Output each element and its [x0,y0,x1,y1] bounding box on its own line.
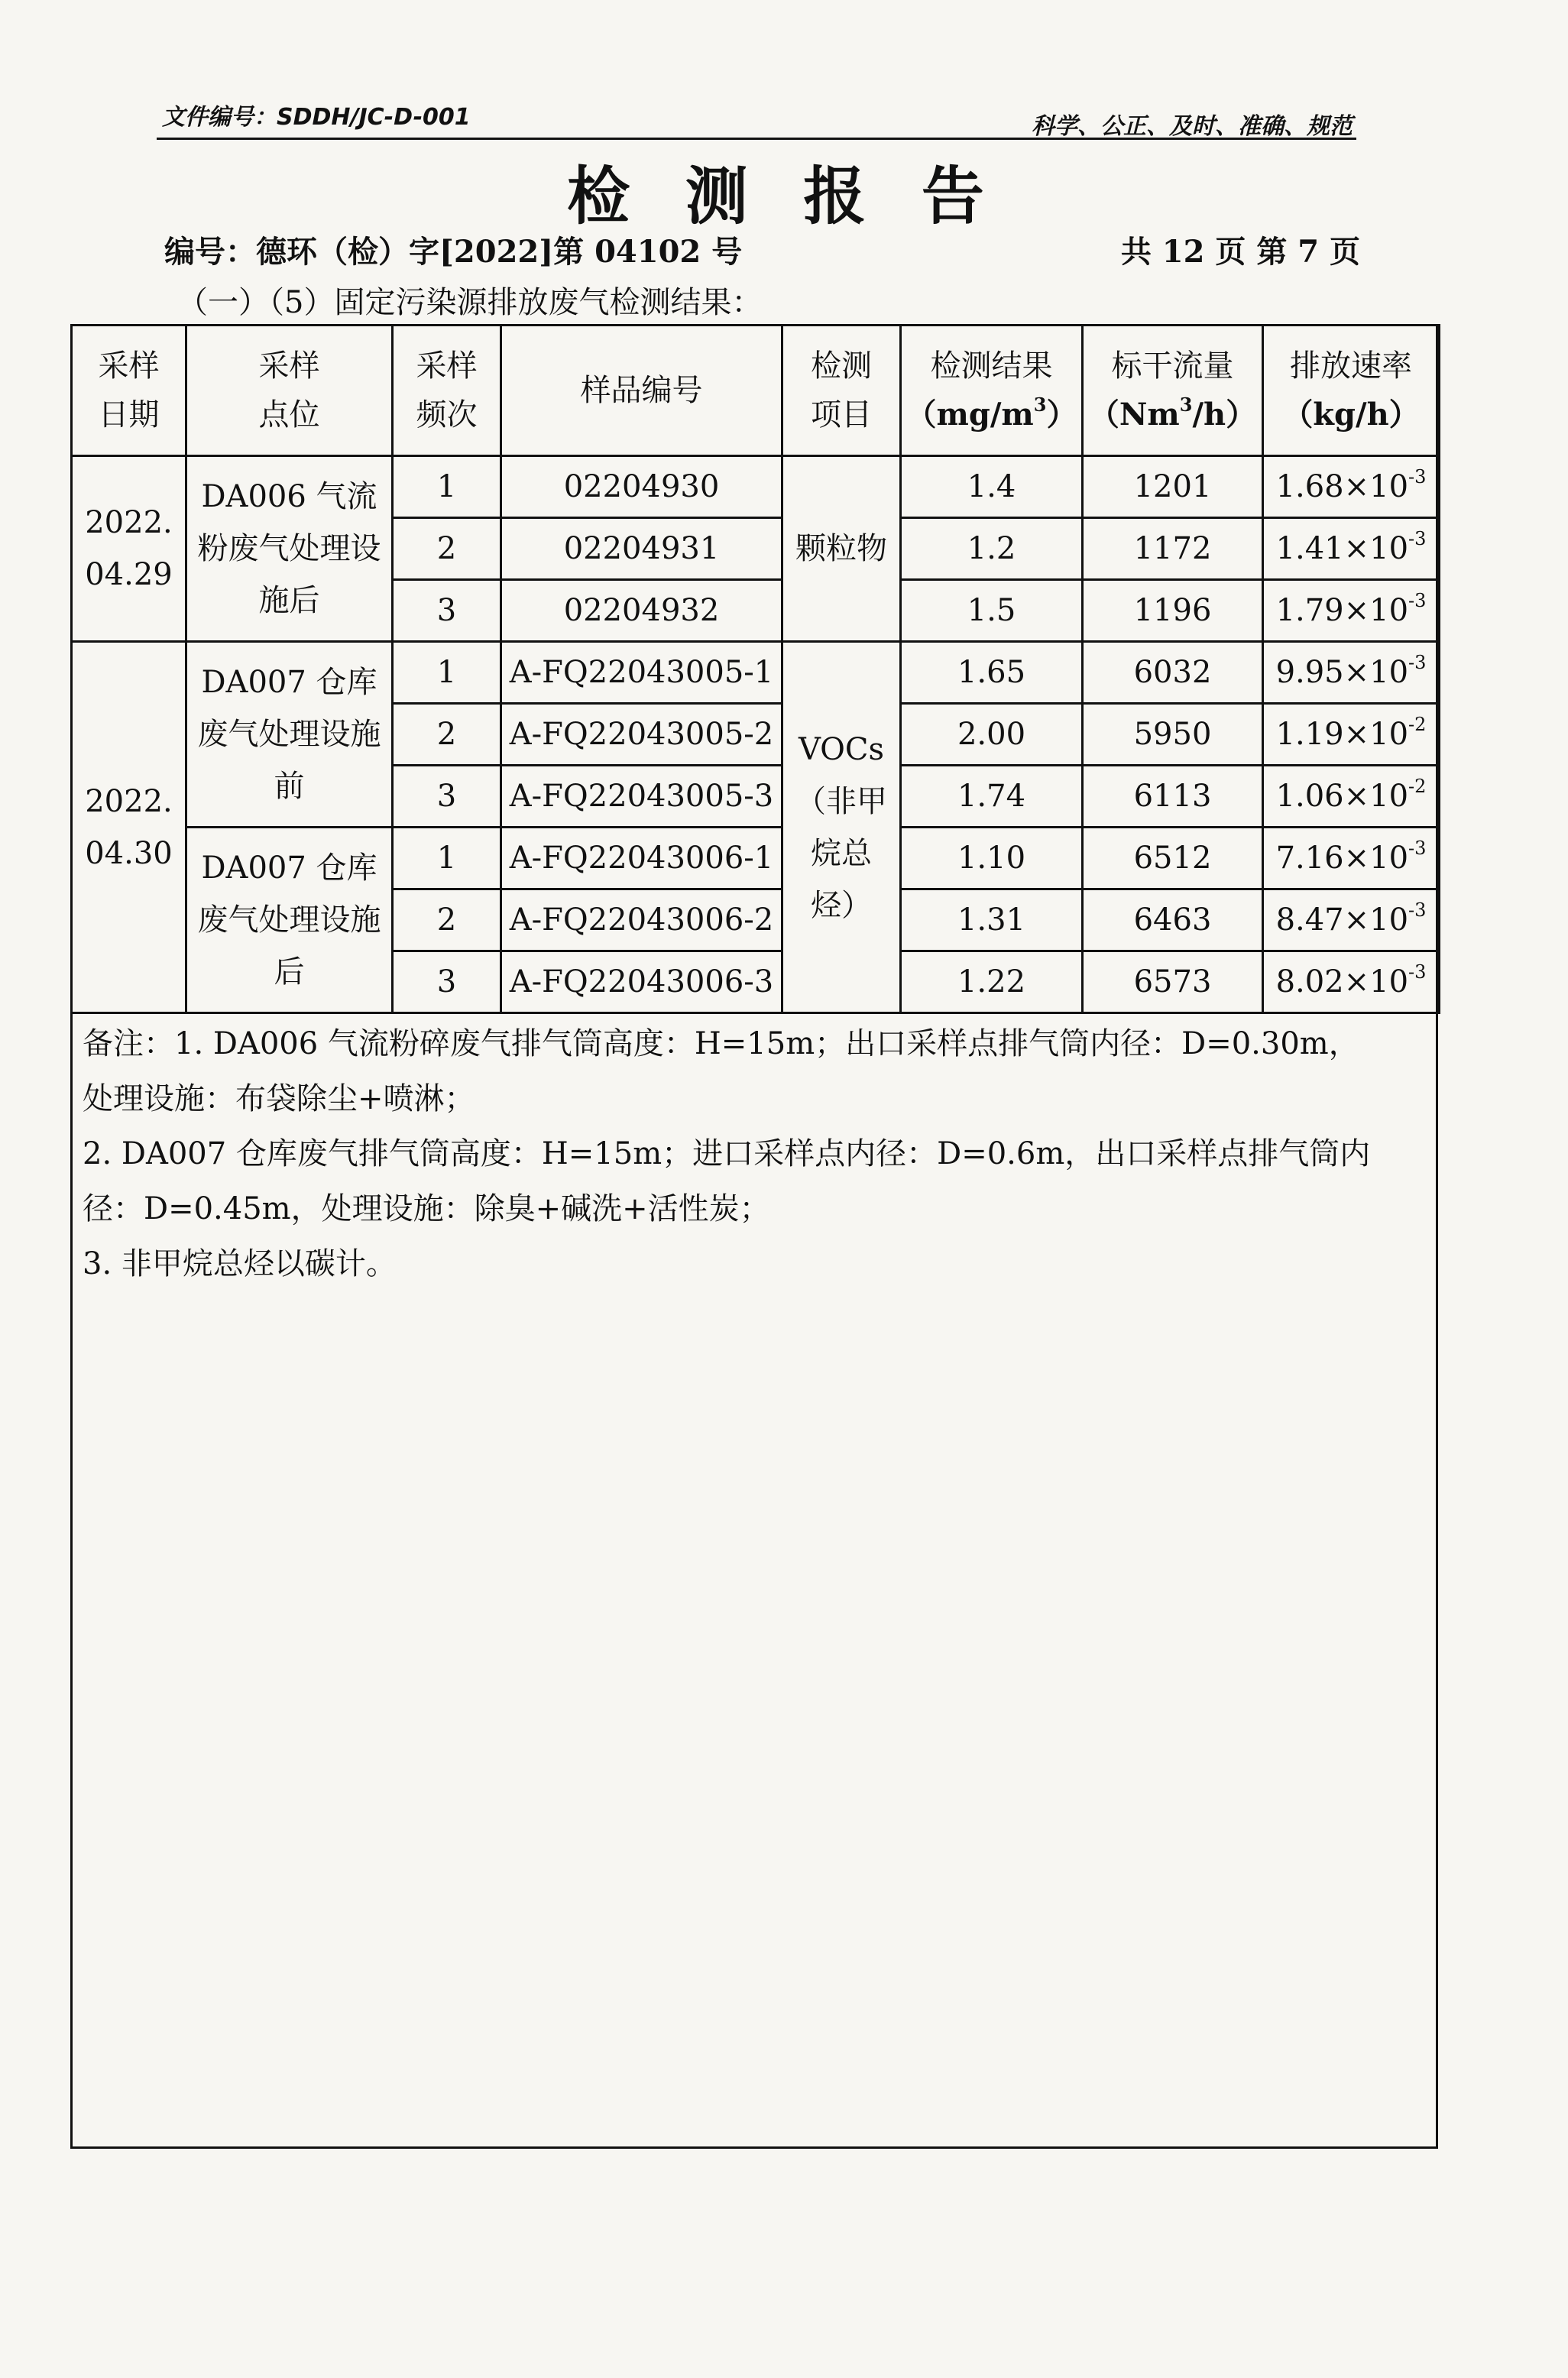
flow-cell: 6032 [1083,642,1263,704]
test-item-cell: 颗粒物 [782,456,901,642]
remark-line: 2. DA007 仓库废气排气筒高度：H=15m；进口采样点内径：D=0.6m，出口采样点排气筒内 [83,1136,1371,1171]
sampling-date-cell: 2022. 04.29 [72,456,186,642]
result-cell: 1.74 [901,766,1083,828]
result-cell: 1.10 [901,828,1083,889]
document-number: 文件编号：SDDH/JC-D-001 [162,104,471,131]
rate-cell: $1.06\times 10^{-2}$ [1263,766,1440,828]
result-cell: 1.4 [901,456,1083,518]
flow-cell: 6113 [1083,766,1263,828]
result-cell: 1.2 [901,518,1083,580]
frequency-cell: 2 [393,518,501,580]
frequency-cell: 1 [393,828,501,889]
header-item: 检测 项目 [782,326,901,456]
header-flow-unit: （Nm$^3$/h） [1088,393,1257,433]
sampling-location-cell: DA007 仓库废气处理设施前 [186,642,393,828]
flow-cell: 1201 [1083,456,1263,518]
sampling-date-cell: 2022. 04.30 [72,642,186,1013]
remark-line: 径：D=0.45m，处理设施：除臭+碱洗+活性炭； [83,1191,770,1226]
frequency-cell: 1 [393,456,501,518]
remark-line: 备注：1. DA006 气流粉碎废气排气筒高度：H=15m；出口采样点排气筒内径：D=0.30m， [83,1026,1359,1061]
table-row [72,828,1440,889]
flow-cell: 6463 [1083,889,1263,951]
report-title: 检 测 报 告 [567,160,1001,233]
results-table [70,324,1440,1014]
rate-cell: $8.02\times 10^{-3}$ [1263,951,1440,1013]
sample-no-cell: A-FQ22043006-1 [501,828,782,889]
frequency-cell: 2 [393,889,501,951]
header-date: 采样 日期 [72,326,186,456]
header-frequency: 采样 频次 [393,326,501,456]
rate-cell: $1.68\times 10^{-3}$ [1263,456,1440,518]
frequency-cell: 3 [393,766,501,828]
rate-cell: $7.16\times 10^{-3}$ [1263,828,1440,889]
test-item-cell: VOCs（非甲烷总烃） [782,642,901,1013]
remark-line: 处理设施：布袋除尘+喷淋； [83,1081,475,1116]
sampling-location-cell: DA006 气流粉废气处理设施后 [186,456,393,642]
remark-line: 3. 非甲烷总烃以碳计。 [83,1246,397,1281]
table-row [72,456,1440,518]
header-location: 采样 点位 [186,326,393,456]
frequency-cell: 2 [393,704,501,766]
table-header-row [72,326,1440,456]
flow-cell: 1172 [1083,518,1263,580]
result-cell: 1.31 [901,889,1083,951]
page-info: 共 12 页 第 7 页 [1120,234,1360,270]
frequency-cell: 1 [393,642,501,704]
sampling-location-cell: DA007 仓库废气处理设施后 [186,828,393,1013]
remarks [83,1016,1435,1291]
flow-cell: 6512 [1083,828,1263,889]
result-cell: 1.22 [901,951,1083,1013]
report-number: 编号：德环（检）字[2022]第 04102 号 [164,234,743,270]
sample-no-cell: 02204931 [501,518,782,580]
sample-no-cell: A-FQ22043006-3 [501,951,782,1013]
header-divider [157,138,1356,140]
sample-no-cell: A-FQ22043005-2 [501,704,782,766]
sample-no-cell: 02204932 [501,580,782,642]
header-motto: 科学、公正、及时、准确、规范 [1032,113,1353,140]
rate-cell: $8.47\times 10^{-3}$ [1263,889,1440,951]
header-rate: 排放速率 （kg/h） [1263,326,1440,456]
frequency-cell: 3 [393,951,501,1013]
header-result-unit: $(mg/m^3)$ [905,393,1077,433]
sample-no-cell: A-FQ22043006-2 [501,889,782,951]
result-cell: 1.65 [901,642,1083,704]
section-title: （一）（5）固定污染源排放废气检测结果： [177,285,763,320]
header-result: 检测结果 $(mg/m^3)$ [901,326,1083,456]
frequency-cell: 3 [393,580,501,642]
rate-cell: $1.79\times 10^{-3}$ [1263,580,1440,642]
flow-cell: 1196 [1083,580,1263,642]
header-sample-no: 样品编号 [501,326,782,456]
header-flow: 标干流量 （Nm$^3$/h） [1083,326,1263,456]
result-cell: 1.5 [901,580,1083,642]
sample-no-cell: A-FQ22043005-1 [501,642,782,704]
sample-no-cell: A-FQ22043005-3 [501,766,782,828]
flow-cell: 6573 [1083,951,1263,1013]
table-row [72,642,1440,704]
sample-no-cell: 02204930 [501,456,782,518]
rate-cell: $1.41\times 10^{-3}$ [1263,518,1440,580]
flow-cell: 5950 [1083,704,1263,766]
rate-cell: $1.19\times 10^{-2}$ [1263,704,1440,766]
result-cell: 2.00 [901,704,1083,766]
rate-cell: $9.95\times 10^{-3}$ [1263,642,1440,704]
